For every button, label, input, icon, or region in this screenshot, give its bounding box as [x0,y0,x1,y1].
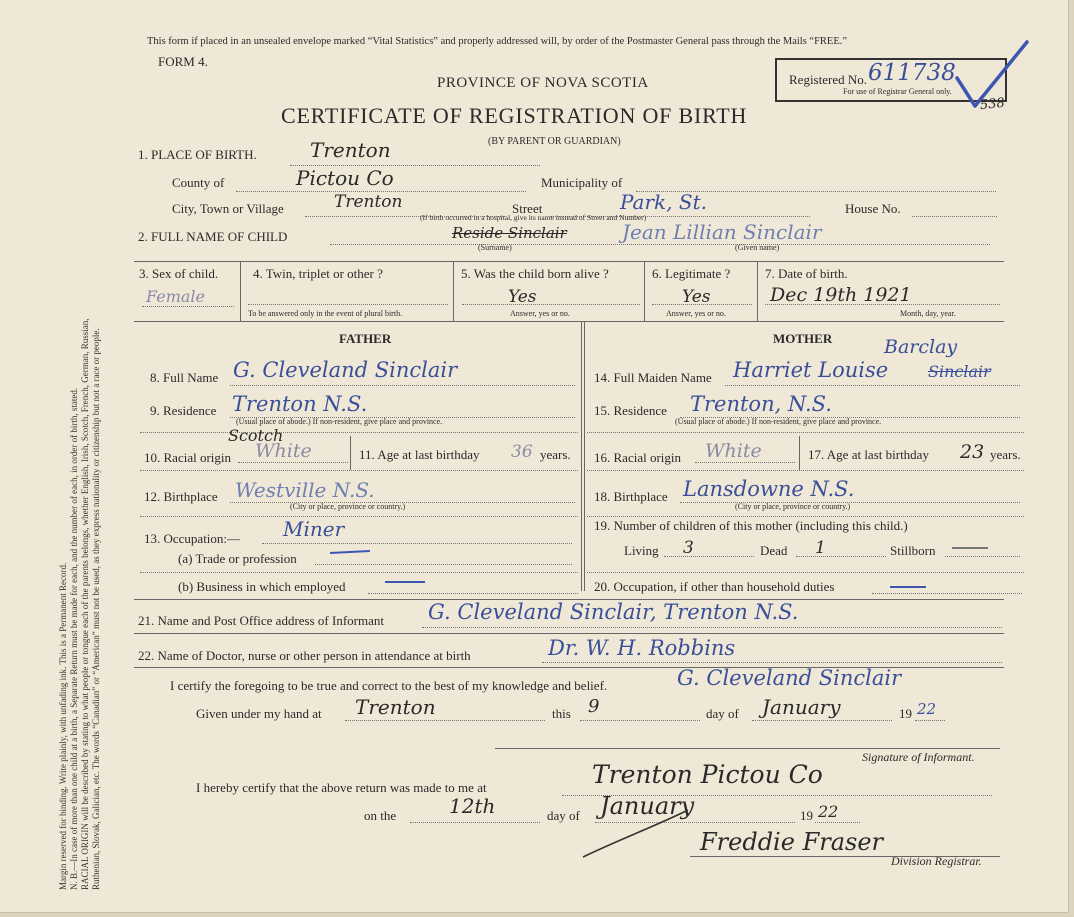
county-value: Pictou Co [296,166,394,190]
doctor-value: Dr. W. H. Robbins [548,636,736,660]
pen-flourish-icon [578,805,698,865]
margin-notes [58,10,102,890]
child-name-struck: Reside Sinclair [452,224,567,242]
doctor-label: 22. Name of Doctor, nurse or other person in attendance at birth [138,648,471,663]
registrar-month-value: January [600,792,695,820]
date-value: Dec 19th 1921 [770,284,912,306]
mother-race-value: White [705,440,762,462]
twin-note: To be answered only in the event of plural birth. [248,309,403,318]
mother-dead-label: Dead [760,543,788,558]
mother-age-unit: years. [990,447,1021,462]
place-value: Trenton [310,138,391,162]
this-label: this [552,706,571,721]
father-birthplace-label: 12. Birthplace [144,489,218,504]
mother-living-value: 3 [683,538,694,558]
registrar-note: For use of Registrar General only. [843,87,952,96]
given-name-caption: (Given name) [735,243,780,252]
given-place-value: Trenton [355,695,436,719]
place-label: 1. PLACE OF BIRTH. [138,147,257,162]
registrar-day-value: 12th [449,794,496,818]
mother-race-label: 16. Racial origin [594,450,682,465]
date-note: Month, day, year. [900,309,956,318]
father-age-unit: years. [540,447,571,462]
mother-stillborn-label: Stillborn [890,543,936,558]
father-birthplace-value: Westville N.S. [235,478,375,502]
given-under-label: Given under my hand at [196,706,322,721]
mother-birthplace-value: Lansdowne N.S. [683,477,855,501]
twin-label: 4. Twin, triplet or other ? [253,266,383,281]
county-label: County of [172,175,225,190]
mother-maiden-correction: Barclay [884,336,958,358]
informant-signature-caption: Signature of Informant. [862,750,975,764]
province-heading: PROVINCE OF NOVA SCOTIA [437,75,649,91]
corner-note: 538 [979,95,1006,114]
father-name-label: 8. Full Name [150,370,219,385]
father-birthplace-note: (City or place, province or country.) [290,502,406,511]
mother-age-value: 23 [960,441,985,463]
registrar-caption: Division Registrar. [891,854,982,868]
certification-statement: I certify the foregoing to be true and correct to the best of my knowledge and belief. [170,678,608,693]
mother-age-label: 17. Age at last birthday [808,447,929,462]
father-race-label: 10. Racial origin [144,450,232,465]
informant-signature: G. Cleveland Sinclair [677,666,902,690]
father-heading: FATHER [339,331,392,346]
mother-occupation-label: 20. Occupation, if other than household duties [594,579,835,594]
mother-dead-value: 1 [815,538,826,558]
house-label: House No. [845,201,901,216]
father-race-value: White [255,440,312,462]
legitimate-label: 6. Legitimate ? [652,266,731,281]
registrar-on-the-label: on the [364,808,397,823]
registrar-day-of-label: day of [547,808,580,823]
certificate-subtitle: (BY PARENT OR GUARDIAN) [488,136,621,147]
mother-residence-label: 15. Residence [594,403,667,418]
father-age-label: 11. Age at last birthday [359,447,480,462]
father-race-correction: Scotch [228,426,284,445]
margin-line-4: Ruthenian, Slovak, Galician, etc. The words “Canadian” or “American” must not be used, as they express nationality or citizenship but not a race or people. [91,328,101,890]
registrar-statement: I hereby certify that the above return was made to me at [196,780,487,795]
father-name-value: G. Cleveland Sinclair [233,358,458,382]
alive-label: 5. Was the child born alive ? [461,266,609,281]
registrar-year-prefix: 19 [800,808,813,823]
father-business-label: (b) Business in which employed [178,579,346,594]
business-dash-mark [385,581,425,583]
stillborn-dash-mark [952,547,988,549]
child-name-value: Jean Lillian Sinclair [622,220,822,244]
mother-living-label: Living [624,543,659,558]
mother-maiden-struck: Sinclair [928,362,991,381]
informant-value: G. Cleveland Sinclair, Trenton N.S. [428,600,799,624]
city-label: City, Town or Village [172,201,284,216]
father-occupation-label: 13. Occupation:— [144,531,241,546]
father-residence-note: (Usual place of abode.) If non-resident, give place and province. [236,417,443,426]
mother-residence-value: Trenton, N.S. [690,392,832,416]
mother-residence-note: (Usual place of abode.) If non-resident, give place and province. [675,417,882,426]
hospital-note: (If birth occurred in a hospital, give its name instead of Street and Number) [420,213,647,222]
mother-occupation-dash-mark [890,586,926,588]
informant-label: 21. Name and Post Office address of Informant [138,613,384,628]
trade-dash-mark [330,550,370,554]
margin-line-2: N. B.—In case of more than one child at a birth, a Separate Return must be made for each, and the number of each, in order of birth, stated. [69,387,79,890]
city-value: Trenton [334,192,403,212]
father-trade-label: (a) Trade or profession [178,551,297,566]
form-number: FORM 4. [158,54,208,69]
cert-month-value: January [762,695,841,719]
cert-day-of-label: day of [706,706,739,721]
mother-heading: MOTHER [773,331,833,346]
date-label: 7. Date of birth. [765,266,848,281]
alive-value: Yes [508,287,537,307]
mother-maiden-value: Harriet Louise [733,358,889,382]
mother-birthplace-label: 18. Birthplace [594,489,668,504]
father-residence-value: Trenton N.S. [232,392,368,416]
mail-notice: This form if placed in an unsealed envelope marked “Vital Statistics” and properly addressed will, by order of the Postmaster General pass through the Mails “FREE.” [147,36,848,47]
mother-birthplace-note: (City or place, province or country.) [735,502,851,511]
municipality-label: Municipality of [541,175,623,190]
registrar-place-value: Trenton Pictou Co [592,760,823,789]
registered-number: 611738 [868,60,956,86]
registrar-year-value: 22 [818,802,839,821]
legitimate-note: Answer, yes or no. [666,309,726,318]
sex-value: Female [146,287,205,306]
registered-label: Registered No. [789,72,867,87]
alive-note: Answer, yes or no. [510,309,570,318]
cert-year-prefix: 19 [899,706,912,721]
certificate-title: CERTIFICATE OF REGISTRATION OF BIRTH [281,103,748,128]
father-occupation-value: Miner [283,517,345,541]
street-label: Street [512,201,543,216]
father-residence-label: 9. Residence [150,403,217,418]
margin-line-1: Margin reserved for binding. Write plainly, with unfading ink. This is a Permanent Record. [58,562,68,890]
father-age-value: 36 [511,442,533,462]
registrar-signature: Freddie Fraser [700,828,883,856]
child-name-label: 2. FULL NAME OF CHILD [138,229,288,244]
surname-caption: (Surname) [478,243,512,252]
street-value: Park, St. [620,190,707,214]
margin-line-3: RACIAL ORIGIN will be described by stating to what people or tongue each of the parents belongs, whether English, Irish, Scotch, French, German, Russian, [80,318,90,890]
mother-maiden-label: 14. Full Maiden Name [594,370,712,385]
cert-year-value: 22 [917,700,937,718]
sex-label: 3. Sex of child. [139,266,219,281]
legitimate-value: Yes [682,287,711,307]
cert-day-value: 9 [588,696,600,717]
mother-children-label: 19. Number of children of this mother (including this child.) [594,518,908,533]
